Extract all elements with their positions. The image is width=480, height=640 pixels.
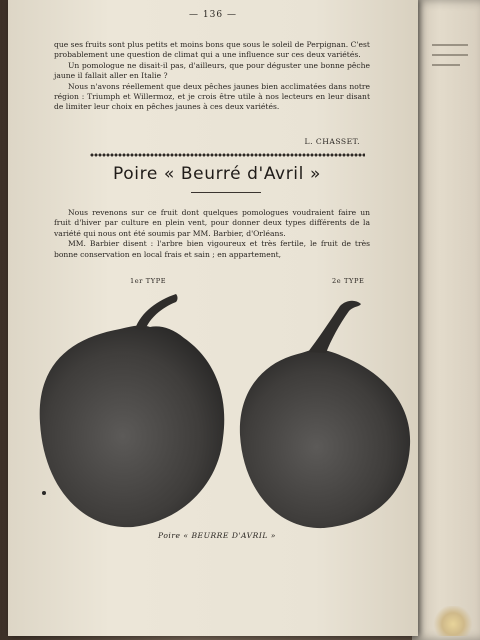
pear-type-label: 1er TYPE xyxy=(130,277,167,285)
stem xyxy=(135,294,178,330)
figure-caption: Poire « BEURRE D'AVRIL » xyxy=(158,531,276,540)
book-page xyxy=(8,0,418,636)
body-paragraph: Nous revenons sur ce fruit dont quelques pomologues voudraient faire un fruit d'hiver par culture en plein vent, pour donner deux types différents de la variété qui nous ont été soumis par MM. Barbier, d'Orléans. xyxy=(54,208,370,238)
article-title: Poire « Beurré d'Avril » xyxy=(113,164,321,184)
pear-illustration xyxy=(8,0,426,636)
intro-paragraph: Un pomologue ne disait-il pas, d'ailleurs, que pour déguster une bonne pêche jaune il fallait aller en Italie ? xyxy=(54,60,370,81)
pear-type-label: 2e TYPE xyxy=(332,277,365,285)
pear-type-2 xyxy=(240,301,410,528)
body-paragraph: MM. Barbier disent : l'arbre bien vigoureux et très fertile, le fruit de très bonne conservation en local frais et sain ; en appartement, xyxy=(54,239,370,259)
pear-type-1 xyxy=(40,294,225,527)
facing-page-text-mark xyxy=(432,54,468,56)
facing-page-text-mark xyxy=(432,44,468,46)
corner-glare xyxy=(432,606,474,636)
stem xyxy=(308,301,361,353)
intro-paragraph: Nous n'avons réellement que deux pêches jaunes bien acclimatées dans notre région : Triumph et Willermoz, et je crois être utile à nos lecteurs en leur disant de limiter leur choix en pêches jaunes à ces deux variétés. xyxy=(54,81,370,112)
facing-page-text-mark xyxy=(432,64,460,66)
intro-paragraph: que ses fruits sont plus petits et moins bons que sous le soleil de Perpignan. C'est probablement une question de climat qui a une influence sur ces deux variétés. xyxy=(54,40,370,60)
author-signature: L. CHASSET. xyxy=(304,137,360,146)
page-number: — 136 — xyxy=(189,10,237,20)
